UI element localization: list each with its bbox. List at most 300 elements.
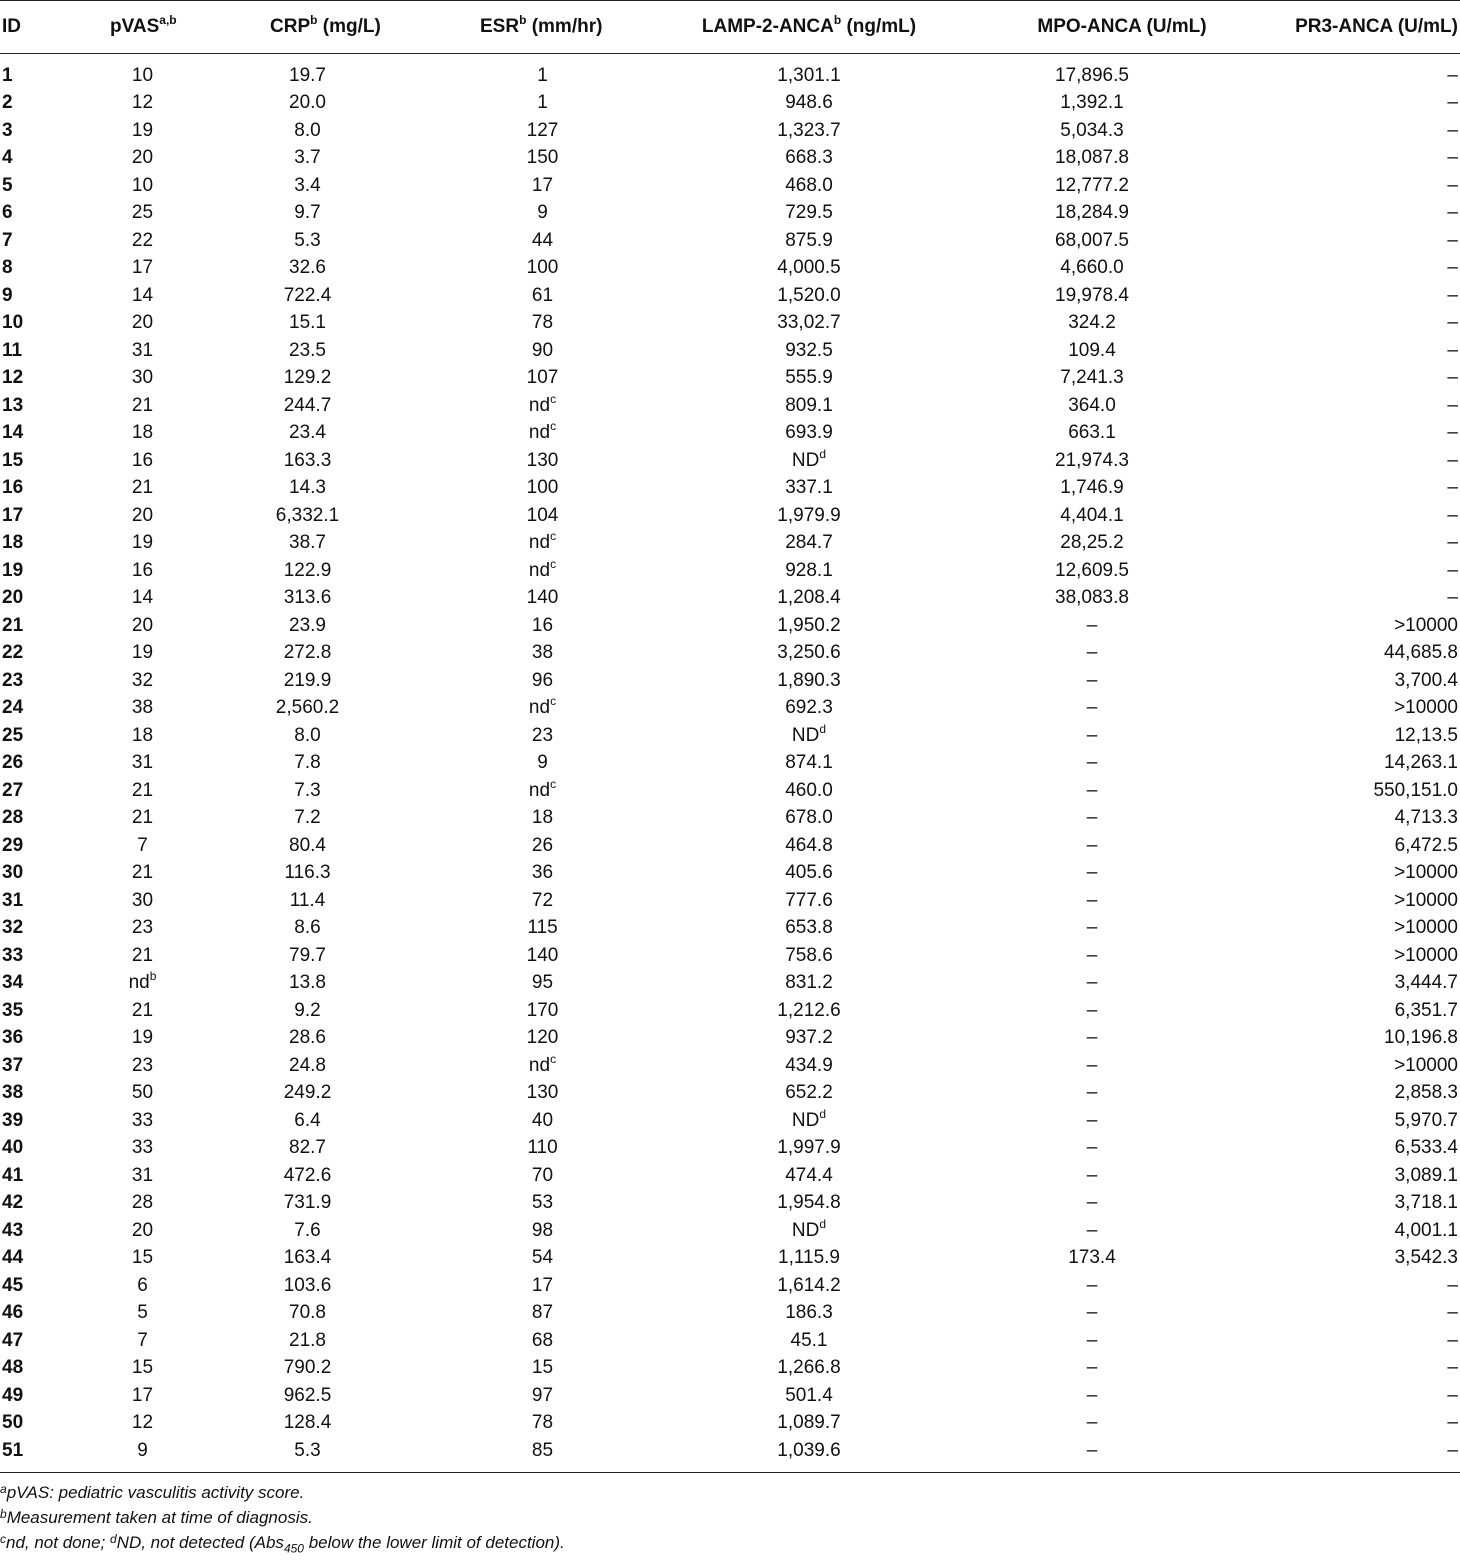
table-row <box>0 90 1460 118</box>
table-row <box>0 1217 1460 1245</box>
cell-esr: 9 <box>537 752 548 774</box>
cell-id: 46 <box>2 1302 24 1324</box>
cell-lamp2-anca: 464.8 <box>785 834 833 856</box>
cell-pvas: 5 <box>137 1302 148 1324</box>
cell-esr: 120 <box>526 1027 559 1049</box>
cell-lamp2-anca: 932.5 <box>785 339 833 361</box>
cell-id: 28 <box>2 807 24 829</box>
cell-pvas: 19 <box>131 532 154 554</box>
cell-id: 33 <box>2 944 24 966</box>
cell-mpo-anca: – <box>1086 1164 1098 1186</box>
cell-pvas: 19 <box>131 1027 154 1049</box>
table-row <box>0 1080 1460 1108</box>
cell-lamp2-anca: 653.8 <box>785 917 833 939</box>
cell-pr3-anca: 44,685.8 <box>1384 642 1458 664</box>
cell-id: 32 <box>2 917 24 939</box>
cell-crp: 249.2 <box>283 1082 332 1104</box>
cell-esr: 9 <box>537 202 548 224</box>
cell-id: 51 <box>2 1439 24 1461</box>
cell-crp: 962.5 <box>283 1384 332 1406</box>
cell-mpo-anca: – <box>1086 614 1098 636</box>
cell-pvas: 21 <box>131 807 154 829</box>
cell-pr3-anca: 10,196.8 <box>1384 1027 1458 1049</box>
cell-crp: 3.4 <box>294 174 321 196</box>
cell-id: 38 <box>2 1082 24 1104</box>
cell-pr3-anca: – <box>1447 147 1458 169</box>
cell-esr: 16 <box>531 614 554 636</box>
cell-mpo-anca: 4,660.0 <box>1060 257 1124 279</box>
cell-mpo-anca: – <box>1086 642 1098 664</box>
cell-mpo-anca: 663.1 <box>1068 422 1116 444</box>
cell-crp: 9.2 <box>294 999 321 1021</box>
cell-pr3-anca: – <box>1447 477 1458 499</box>
cell-crp: 79.7 <box>289 944 326 966</box>
cell-lamp2-anca: 1,520.0 <box>777 284 841 306</box>
table-row <box>0 62 1460 90</box>
header-pvas: pVAS$^{a,b}$ <box>110 12 177 37</box>
cell-pvas: 15 <box>131 1357 154 1379</box>
cell-pr3-anca: 14,263.1 <box>1384 752 1458 774</box>
cell-crp: 24.8 <box>289 1054 326 1076</box>
cell-pvas: 30 <box>131 889 154 911</box>
cell-crp: 80.4 <box>289 834 326 856</box>
cell-id: 7 <box>2 229 13 251</box>
cell-id: 6 <box>2 202 13 224</box>
cell-lamp2-anca: 405.6 <box>785 862 833 884</box>
cell-id: 39 <box>2 1109 24 1131</box>
cell-mpo-anca: 12,777.2 <box>1055 174 1129 196</box>
table-row <box>0 1355 1460 1383</box>
cell-pr3-anca: >10000 <box>1394 889 1458 911</box>
table-row <box>0 997 1460 1025</box>
cell-lamp2-anca: $ND^d$ <box>791 721 827 746</box>
cell-id: 48 <box>2 1357 24 1379</box>
cell-pr3-anca: – <box>1447 1357 1458 1379</box>
cell-lamp2-anca: 1,115.9 <box>778 1247 840 1269</box>
table-row <box>0 200 1460 228</box>
cell-id: 4 <box>2 147 13 169</box>
cell-pr3-anca: 5,970.7 <box>1394 1109 1458 1131</box>
table-row <box>0 612 1460 640</box>
cell-mpo-anca: 1,392.1 <box>1060 92 1124 114</box>
cell-pr3-anca: 3,700.4 <box>1394 669 1458 691</box>
cell-id: 2 <box>2 92 13 114</box>
cell-lamp2-anca: 948.6 <box>785 92 833 114</box>
cell-pvas: 33 <box>131 1109 154 1131</box>
cell-crp: 82.7 <box>289 1137 326 1159</box>
table-row <box>0 1437 1460 1465</box>
table-row <box>0 227 1460 255</box>
cell-lamp2-anca: 4,000.5 <box>777 257 841 279</box>
cell-crp: 163.3 <box>283 449 332 471</box>
cell-pvas: 18 <box>131 724 154 746</box>
cell-pvas: 7 <box>137 1329 148 1351</box>
cell-pr3-anca: >10000 <box>1394 944 1458 966</box>
cell-pr3-anca: 3,089.1 <box>1394 1164 1458 1186</box>
cell-lamp2-anca: 1,266.8 <box>777 1357 841 1379</box>
table-row <box>0 502 1460 530</box>
cell-pvas: 20 <box>131 312 154 334</box>
cell-esr: 17 <box>531 1274 554 1296</box>
cell-lamp2-anca: 501.4 <box>785 1384 833 1406</box>
cell-mpo-anca: 12,609.5 <box>1055 559 1129 581</box>
cell-lamp2-anca: 284.7 <box>785 532 833 554</box>
cell-esr: 44 <box>531 229 554 251</box>
cell-pvas: 21 <box>131 999 154 1021</box>
cell-crp: 7.2 <box>294 807 321 829</box>
cell-mpo-anca: 68,007.5 <box>1055 229 1129 251</box>
cell-pvas: 32 <box>131 669 154 691</box>
table-body <box>0 62 1460 1465</box>
cell-esr: $nd^c$ <box>528 529 557 554</box>
cell-id: 11 <box>2 339 23 361</box>
cell-pvas: 21 <box>131 394 154 416</box>
cell-crp: 790.2 <box>283 1357 332 1379</box>
cell-id: 45 <box>2 1274 24 1296</box>
table-header-rule <box>0 53 1460 54</box>
cell-lamp2-anca: $ND^d$ <box>791 1216 827 1241</box>
cell-pr3-anca: – <box>1447 587 1458 609</box>
table-row <box>0 1190 1460 1218</box>
cell-pr3-anca: – <box>1447 202 1458 224</box>
cell-pvas: 10 <box>131 64 154 86</box>
cell-lamp2-anca: 875.9 <box>785 229 833 251</box>
cell-pvas: 38 <box>131 697 154 719</box>
header-mpo-anca: MPO-ANCA (U/mL) <box>1037 15 1207 37</box>
cell-mpo-anca: – <box>1086 1302 1098 1324</box>
cell-id: 29 <box>2 834 24 856</box>
cell-lamp2-anca: 758.6 <box>785 944 833 966</box>
table-row <box>0 255 1460 283</box>
cell-id: 5 <box>2 174 13 196</box>
table-row <box>0 1245 1460 1273</box>
cell-lamp2-anca: 1,039.6 <box>777 1439 841 1461</box>
cell-mpo-anca: – <box>1086 972 1098 994</box>
cell-lamp2-anca: 692.3 <box>785 697 833 719</box>
table-row <box>0 667 1460 695</box>
cell-esr: 15 <box>531 1357 554 1379</box>
cell-crp: 7.3 <box>294 779 321 801</box>
cell-pr3-anca: – <box>1447 312 1458 334</box>
cell-crp: 163.4 <box>283 1247 332 1269</box>
cell-pr3-anca: – <box>1447 1412 1458 1434</box>
table-row <box>0 530 1460 558</box>
cell-pvas: 31 <box>131 752 154 774</box>
cell-id: 16 <box>2 477 24 499</box>
cell-esr: 127 <box>526 119 559 141</box>
cell-crp: 219.9 <box>283 669 332 691</box>
cell-id: 24 <box>2 697 24 719</box>
cell-esr: 36 <box>531 862 554 884</box>
cell-id: 49 <box>2 1384 24 1406</box>
cell-mpo-anca: 173.4 <box>1068 1247 1116 1269</box>
cell-pr3-anca: – <box>1447 504 1458 526</box>
cell-pr3-anca: – <box>1447 559 1458 581</box>
cell-esr: 170 <box>526 999 559 1021</box>
cell-pvas: 7 <box>137 834 148 856</box>
cell-lamp2-anca: 186.3 <box>785 1302 833 1324</box>
cell-pvas: 19 <box>131 642 154 664</box>
cell-lamp2-anca: 1,614.2 <box>777 1274 841 1296</box>
cell-mpo-anca: – <box>1086 1109 1098 1131</box>
cell-esr: 130 <box>526 449 559 471</box>
table-row <box>0 722 1460 750</box>
table-row <box>0 282 1460 310</box>
cell-mpo-anca: – <box>1086 807 1098 829</box>
cell-esr: 150 <box>526 147 559 169</box>
cell-pr3-anca: >10000 <box>1394 862 1458 884</box>
cell-crp: 313.6 <box>283 587 332 609</box>
cell-pvas: 21 <box>131 862 154 884</box>
cell-id: 26 <box>2 752 24 774</box>
cell-esr: $nd^c$ <box>528 776 557 801</box>
cell-mpo-anca: 4,404.1 <box>1060 504 1124 526</box>
cell-lamp2-anca: 777.6 <box>785 889 833 911</box>
cell-mpo-anca: – <box>1086 1439 1098 1461</box>
cell-mpo-anca: 7,241.3 <box>1060 367 1124 389</box>
cell-crp: 32.6 <box>289 257 326 279</box>
table-row <box>0 1300 1460 1328</box>
cell-mpo-anca: – <box>1086 779 1098 801</box>
cell-lamp2-anca: 729.5 <box>785 202 833 224</box>
cell-pvas: 21 <box>131 944 154 966</box>
cell-lamp2-anca: 460.0 <box>785 779 833 801</box>
cell-lamp2-anca: 555.9 <box>785 367 833 389</box>
footnote-b: $^b$Measurement taken at time of diagnosis. <box>0 1507 313 1527</box>
table-row <box>0 695 1460 723</box>
cell-mpo-anca: – <box>1086 1357 1098 1379</box>
cell-lamp2-anca: 337.1 <box>785 477 833 499</box>
cell-id: 25 <box>2 724 24 746</box>
cell-id: 35 <box>2 999 24 1021</box>
cell-mpo-anca: – <box>1086 1384 1098 1406</box>
cell-esr: $nd^c$ <box>528 694 557 719</box>
cell-id: 9 <box>2 284 13 306</box>
cell-esr: 96 <box>531 669 554 691</box>
cell-mpo-anca: 28,25.2 <box>1060 532 1124 554</box>
cell-mpo-anca: 1,746.9 <box>1060 477 1124 499</box>
cell-crp: 15.1 <box>289 312 326 334</box>
cell-lamp2-anca: $ND^d$ <box>791 1106 827 1131</box>
cell-lamp2-anca: 1,212.6 <box>777 999 841 1021</box>
cell-pvas: 14 <box>131 587 154 609</box>
table-row <box>0 392 1460 420</box>
cell-pr3-anca: – <box>1447 284 1458 306</box>
cell-esr: 1 <box>537 64 548 86</box>
cell-mpo-anca: – <box>1086 1054 1098 1076</box>
cell-esr: 104 <box>526 504 559 526</box>
cell-pvas: 17 <box>131 257 154 279</box>
table-header-row <box>0 0 1460 53</box>
cell-pr3-anca: – <box>1447 1384 1458 1406</box>
cell-lamp2-anca: 1,890.3 <box>777 669 841 691</box>
table-row <box>0 750 1460 778</box>
cell-esr: 110 <box>527 1137 558 1159</box>
cell-pvas: 23 <box>131 1054 154 1076</box>
cell-esr: 78 <box>531 312 554 334</box>
table-row <box>0 337 1460 365</box>
cell-mpo-anca: – <box>1086 944 1098 966</box>
cell-esr: 98 <box>531 1219 554 1241</box>
cell-pvas: 23 <box>131 917 154 939</box>
cell-pvas: 6 <box>137 1274 148 1296</box>
cell-lamp2-anca: 937.2 <box>785 1027 833 1049</box>
cell-pvas: 17 <box>131 1384 154 1406</box>
cell-crp: 3.7 <box>294 147 321 169</box>
cell-crp: 11.4 <box>289 889 326 911</box>
cell-id: 31 <box>2 889 24 911</box>
cell-pvas: 31 <box>131 339 154 361</box>
table-row <box>0 447 1460 475</box>
cell-crp: 6,332.1 <box>275 504 340 526</box>
cell-esr: 87 <box>531 1302 554 1324</box>
cell-pr3-anca: >10000 <box>1394 614 1458 636</box>
cell-mpo-anca: – <box>1086 1219 1098 1241</box>
cell-pvas: 25 <box>131 202 154 224</box>
cell-id: 27 <box>2 779 24 801</box>
cell-id: 44 <box>2 1247 24 1269</box>
cell-mpo-anca: – <box>1086 1027 1098 1049</box>
header-lamp2-anca: LAMP-2-ANCA$^b$ (ng/mL) <box>701 12 917 37</box>
cell-crp: 38.7 <box>289 532 326 554</box>
cell-crp: 472.6 <box>283 1164 332 1186</box>
table-row <box>0 585 1460 613</box>
cell-crp: 128.4 <box>283 1412 332 1434</box>
cell-esr: 18 <box>531 807 554 829</box>
header-id: ID <box>2 15 21 37</box>
cell-mpo-anca: 18,284.9 <box>1055 202 1129 224</box>
cell-pr3-anca: – <box>1447 1329 1458 1351</box>
cell-pr3-anca: – <box>1447 174 1458 196</box>
cell-crp: 20.0 <box>289 92 326 114</box>
cell-crp: 722.4 <box>283 284 332 306</box>
table-row <box>0 145 1460 173</box>
cell-esr: $nd^c$ <box>528 1051 557 1076</box>
table-row <box>0 1410 1460 1438</box>
cell-crp: 103.6 <box>283 1274 332 1296</box>
cell-lamp2-anca: $ND^d$ <box>791 446 827 471</box>
cell-esr: 100 <box>526 257 559 279</box>
cell-mpo-anca: 364.0 <box>1068 394 1116 416</box>
cell-crp: 8.0 <box>294 119 321 141</box>
cell-pr3-anca: – <box>1447 1274 1458 1296</box>
table-row <box>0 887 1460 915</box>
cell-pr3-anca: – <box>1447 449 1458 471</box>
cell-pvas: 20 <box>131 614 154 636</box>
cell-id: 43 <box>2 1219 24 1241</box>
cell-crp: 5.3 <box>294 1439 321 1461</box>
cell-id: 23 <box>2 669 24 691</box>
cell-id: 22 <box>2 642 24 664</box>
cell-pvas: 19 <box>131 119 154 141</box>
table-row <box>0 1135 1460 1163</box>
cell-crp: 28.6 <box>289 1027 326 1049</box>
table-row <box>0 915 1460 943</box>
cell-pvas: 12 <box>131 1412 154 1434</box>
cell-pvas: 20 <box>131 504 154 526</box>
cell-pr3-anca: 6,472.5 <box>1394 834 1458 856</box>
cell-lamp2-anca: 668.3 <box>785 147 833 169</box>
cell-id: 15 <box>2 449 24 471</box>
header-esr: ESR$^b$ (mm/hr) <box>480 12 603 37</box>
cell-crp: 7.8 <box>294 752 321 774</box>
cell-id: 18 <box>2 532 24 554</box>
cell-id: 41 <box>2 1164 24 1186</box>
cell-pr3-anca: – <box>1447 422 1458 444</box>
cell-crp: 9.7 <box>294 202 321 224</box>
table-row <box>0 557 1460 585</box>
cell-esr: 53 <box>531 1192 554 1214</box>
cell-mpo-anca: 5,034.3 <box>1060 119 1124 141</box>
cell-pvas: 22 <box>131 229 154 251</box>
table-row <box>0 1162 1460 1190</box>
cell-esr: $nd^c$ <box>528 391 557 416</box>
cell-crp: 122.9 <box>283 559 332 581</box>
cell-pvas: 10 <box>131 174 154 196</box>
table-row <box>0 777 1460 805</box>
cell-esr: 100 <box>526 477 559 499</box>
table-row <box>0 365 1460 393</box>
cell-pr3-anca: >10000 <box>1394 1054 1458 1076</box>
table-row <box>0 805 1460 833</box>
cell-pr3-anca: – <box>1447 64 1458 86</box>
table-row <box>0 832 1460 860</box>
cell-id: 12 <box>2 367 24 389</box>
cell-pr3-anca: – <box>1447 339 1458 361</box>
cell-id: 40 <box>2 1137 24 1159</box>
cell-pvas: 15 <box>131 1247 154 1269</box>
cell-esr: 54 <box>531 1247 554 1269</box>
cell-lamp2-anca: 928.1 <box>785 559 833 581</box>
cell-crp: 8.6 <box>294 917 321 939</box>
cell-mpo-anca: 17,896.5 <box>1055 64 1129 86</box>
table-row <box>0 1272 1460 1300</box>
cell-lamp2-anca: 874.1 <box>785 752 833 774</box>
cell-mpo-anca: 19,978.4 <box>1055 284 1129 306</box>
cell-id: 19 <box>2 559 24 581</box>
cell-mpo-anca: 21,974.3 <box>1055 449 1129 471</box>
cell-mpo-anca: – <box>1086 1329 1098 1351</box>
cell-esr: 68 <box>531 1329 554 1351</box>
cell-esr: 40 <box>531 1109 554 1131</box>
cell-pr3-anca: 2,858.3 <box>1394 1082 1458 1104</box>
table-row <box>0 1025 1460 1053</box>
cell-lamp2-anca: 1,997.9 <box>777 1137 841 1159</box>
cell-lamp2-anca: 1,208.4 <box>777 587 841 609</box>
cell-id: 17 <box>2 504 24 526</box>
cell-mpo-anca: – <box>1086 889 1098 911</box>
cell-esr: 85 <box>531 1439 554 1461</box>
cell-pr3-anca: 3,542.3 <box>1394 1247 1458 1269</box>
cell-lamp2-anca: 831.2 <box>785 972 833 994</box>
cell-lamp2-anca: 809.1 <box>785 394 833 416</box>
cell-pr3-anca: 3,718.1 <box>1394 1192 1458 1214</box>
cell-esr: $nd^c$ <box>528 556 557 581</box>
cell-crp: 116.3 <box>284 862 331 884</box>
cell-lamp2-anca: 1,950.2 <box>777 614 841 636</box>
cell-lamp2-anca: 33,02.7 <box>777 312 841 334</box>
cell-lamp2-anca: 468.0 <box>785 174 833 196</box>
cell-id: 30 <box>2 862 24 884</box>
cell-crp: 70.8 <box>289 1302 326 1324</box>
table-row <box>0 1382 1460 1410</box>
cell-pr3-anca: – <box>1447 367 1458 389</box>
cell-id: 8 <box>2 257 13 279</box>
cell-crp: 6.4 <box>294 1109 321 1131</box>
cell-pr3-anca: – <box>1447 257 1458 279</box>
cell-esr: 90 <box>531 339 554 361</box>
header-pr3-anca: PR3-ANCA (U/mL) <box>1295 15 1458 37</box>
